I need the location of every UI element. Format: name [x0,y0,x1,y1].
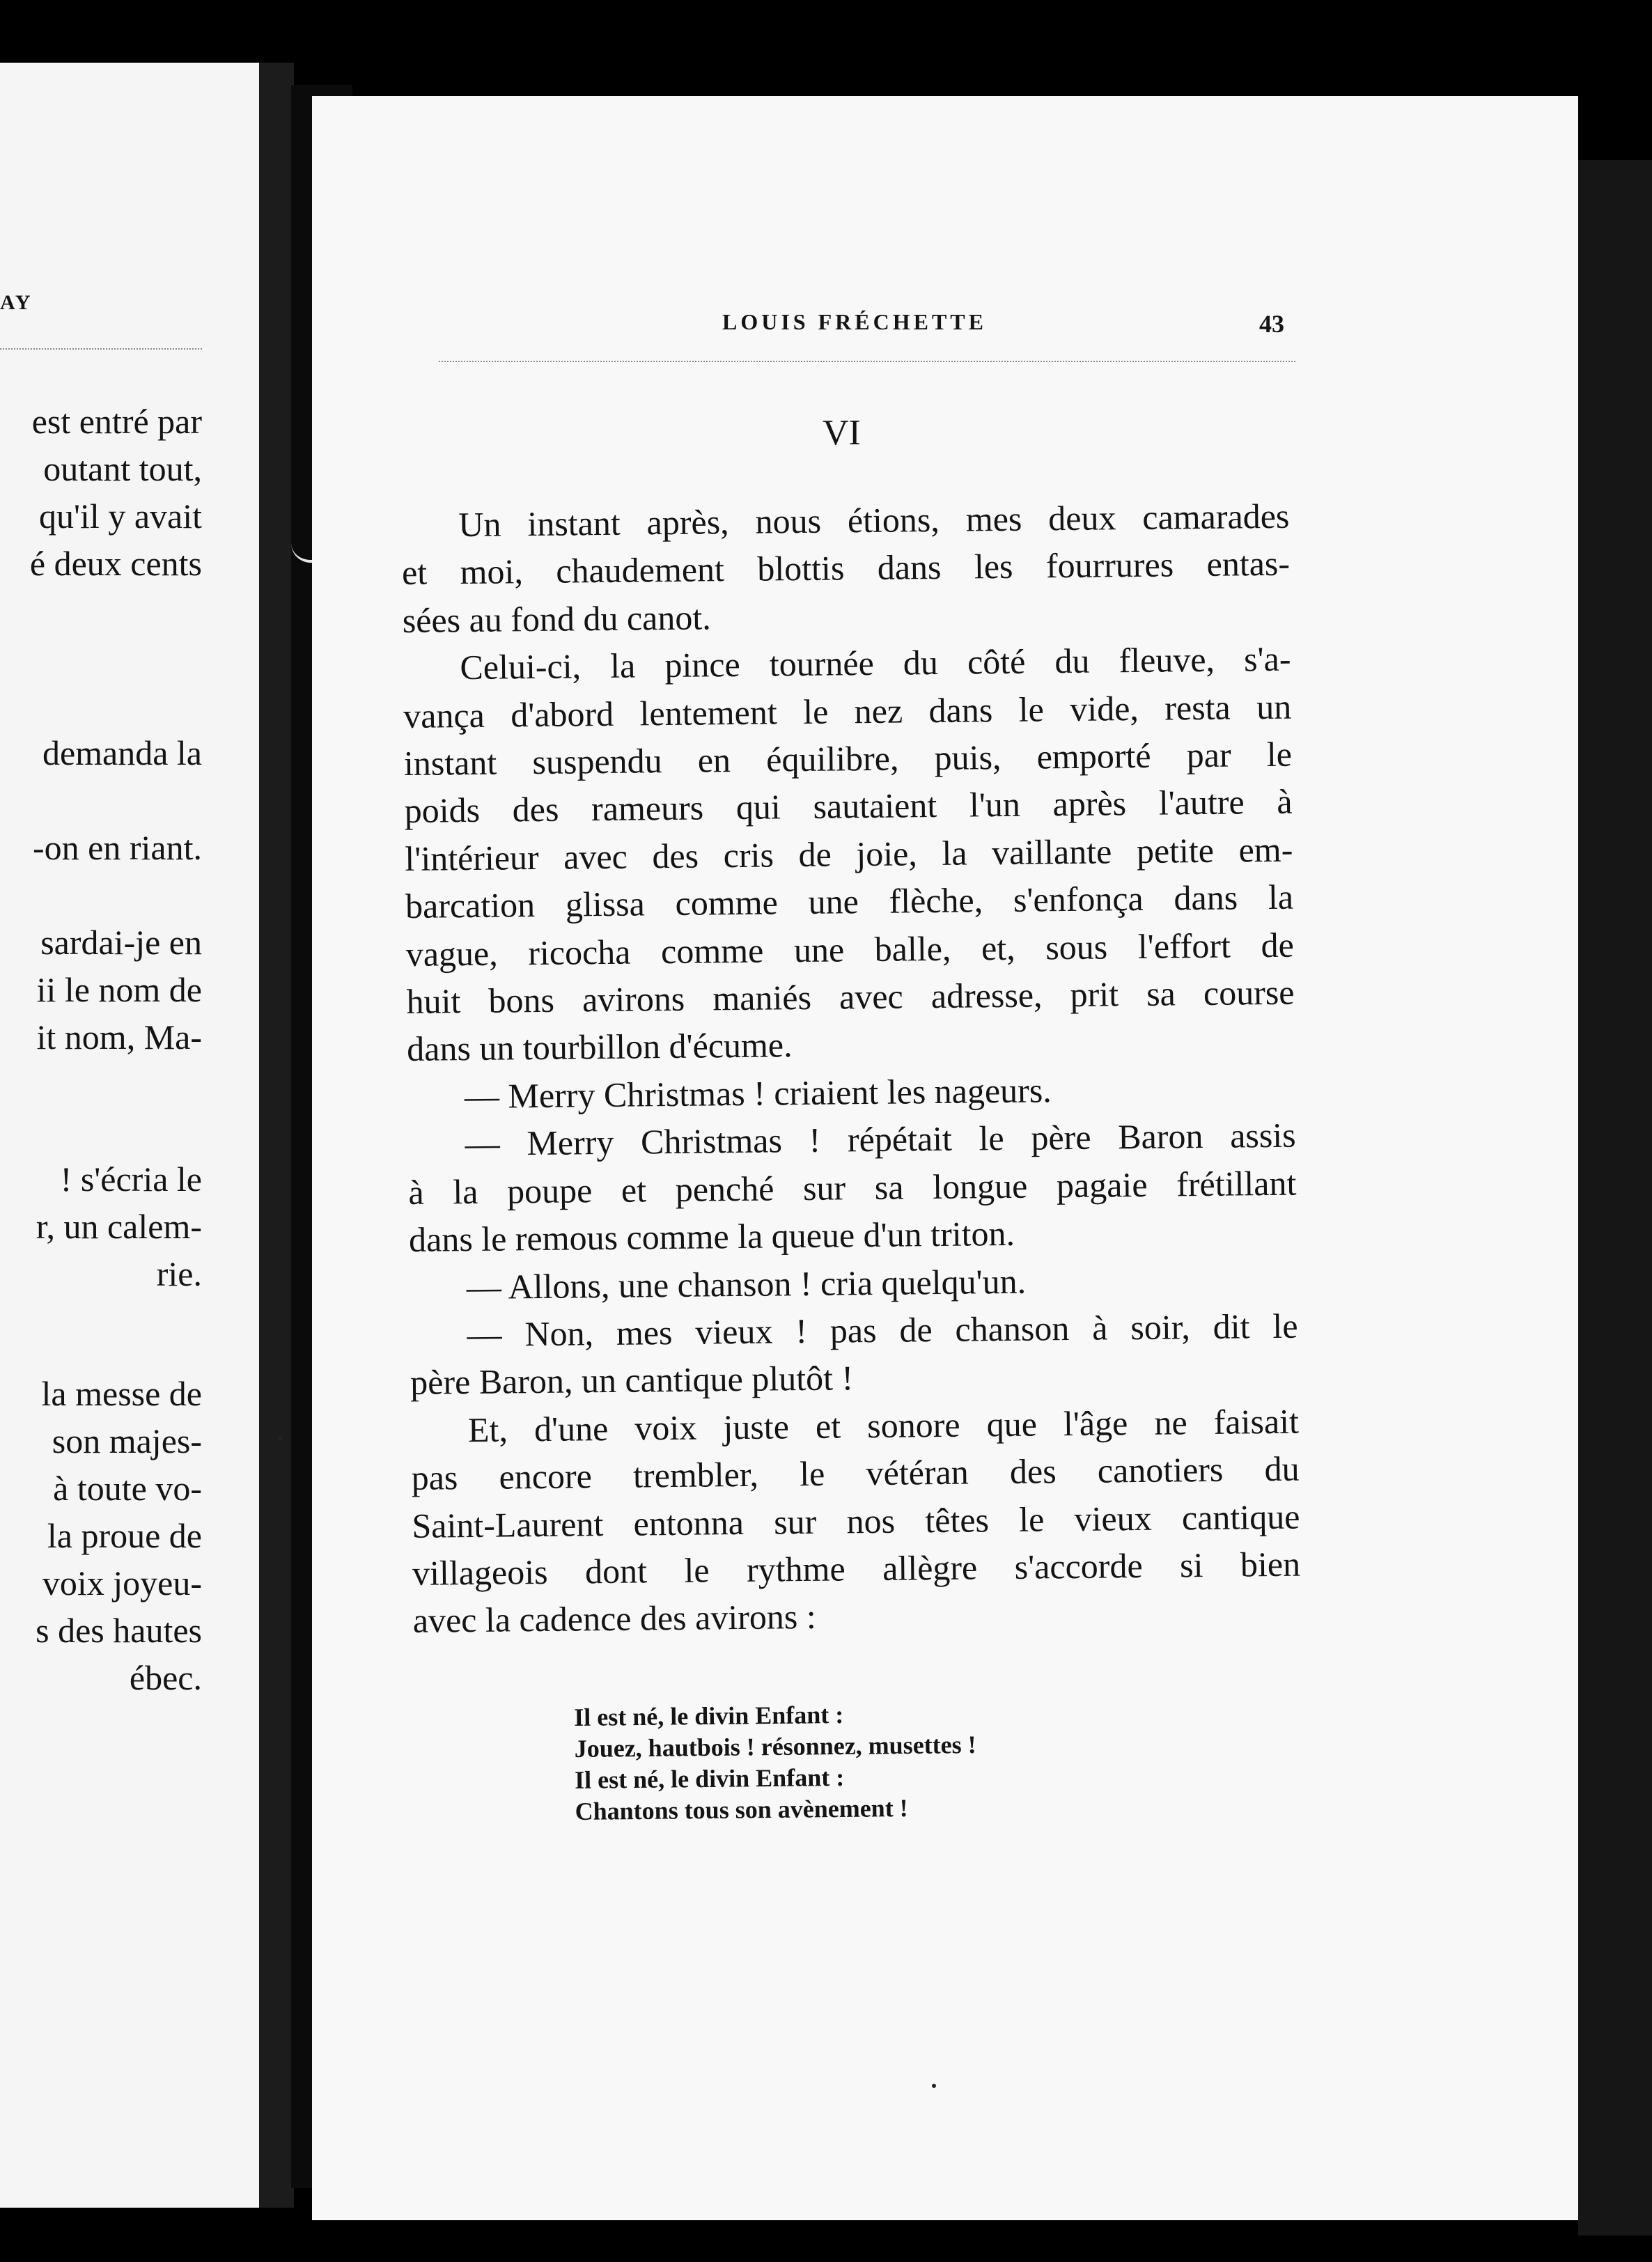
left-text-line: ! s'écria le [60,1160,202,1199]
left-text-line: est entré par [31,402,202,441]
body-line: — Non, mes vieux ! pas de chanson à soir, dit le [467,1306,1298,1354]
body-line: l'intérieur avec des cris de joie, la vaillante petite em- [405,829,1293,878]
left-text-line: rie. [156,1254,202,1293]
body-line: — Allons, une chanson ! cria quelqu'un. [466,1261,1027,1306]
carol-verse [574,1698,977,1827]
body-text [401,492,1301,1645]
left-text-line: s des hautes [36,1611,202,1650]
page-number: 43 [1259,310,1284,338]
verse-line: Jouez, hautbois ! résonnez, musettes ! [574,1730,976,1763]
left-text-line: la proue de [47,1516,202,1555]
left-facing-page [0,63,259,2208]
body-line: père Baron, un cantique plutôt ! [410,1358,854,1403]
body-line: sées au fond du canot. [402,598,711,640]
verse-line: Chantons tous son avènement ! [575,1793,908,1825]
body-line: — Merry Christmas ! répétait le père Baron assis [465,1115,1296,1164]
paper-speck [932,2084,936,2088]
body-line: Un instant après, nous étions, mes deux camarades [458,496,1290,545]
left-text-line: la messe de [41,1374,202,1413]
left-header-rule [0,348,202,350]
body-line: barcation glissa comme une flèche, s'enfonça dans la [405,877,1294,926]
chapter-heading: VI [823,413,861,453]
left-text-line: r, un calem- [36,1207,202,1246]
verse-line: Il est né, le divin Enfant : [574,1700,844,1731]
body-line: Saint-Laurent entonna sur nos têtes le vieux cantique [412,1497,1300,1545]
body-line: dans le remous comme la queue d'un triton. [408,1213,1015,1260]
body-line: instant suspendu en équilibre, puis, emporté par le [403,734,1293,783]
left-text-line: outant tout, [43,449,202,488]
body-line: vança d'abord lentement le nez dans le vide, resta un [403,687,1292,735]
right-page-edge [1578,160,1652,2236]
running-head: LOUIS FRÉCHETTE [722,309,987,334]
body-line: huit bons avirons maniés avec adresse, prit sa course [406,972,1295,1022]
body-line: vague, ricocha comme une balle, et, sous l'effort de [405,925,1295,974]
left-text-line: -on en riant. [33,828,202,867]
left-text-line: ébec. [129,1658,202,1697]
body-line: villageois dont le rythme allègre s'accorde si bien [412,1544,1301,1593]
left-text-line: son majes- [52,1421,202,1460]
left-running-head: AY [0,291,33,314]
left-text-line: à toute vo- [53,1469,202,1508]
left-text-line: qu'il y avait [39,497,202,536]
left-text-line: demanda la [42,733,202,772]
left-text-line: voix joyeu- [42,1563,202,1602]
header-rule [439,361,1295,362]
body-line: à la poupe et penché sur sa longue pagaie frétillant [408,1163,1297,1212]
body-line: dans un tourbillon d'écume. [406,1025,793,1069]
paper-speck [279,1435,282,1442]
left-text-line: it nom, Ma- [36,1017,202,1056]
body-line: pas encore trembler, le vétéran des canotiers du [411,1449,1300,1498]
body-line: poids des rameurs qui sautaient l'un après l'autre à [404,782,1293,831]
body-line: et moi, chaudement blottis dans les fourrures entas- [401,544,1291,593]
book-gutter-edge [259,63,294,2208]
body-line: Et, d'une voix juste et sonore que l'âge ne faisait [467,1401,1300,1449]
left-text-line: ii le nom de [36,970,202,1009]
body-line: avec la cadence des avirons : [412,1597,816,1641]
verse-line: Il est né, le divin Enfant : [574,1763,845,1794]
body-line: — Merry Christmas ! criaient les nageurs. [464,1070,1052,1116]
left-text-line: sardai-je en [40,923,202,962]
left-text-line: é deux cents [29,544,202,583]
body-line: Celui-ci, la pince tournée du côté du fleuve, s'a- [460,639,1291,687]
